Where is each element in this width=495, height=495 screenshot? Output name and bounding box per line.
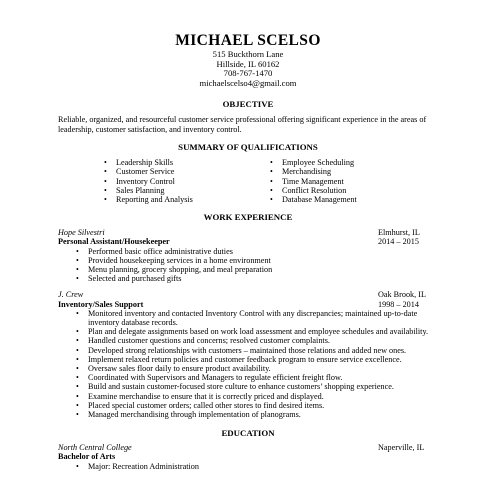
job-header xyxy=(58,290,438,299)
qualification-item: • Employee Scheduling xyxy=(282,158,357,167)
education-heading: EDUCATION xyxy=(221,428,275,439)
duty-item: • Handled customer questions and concerns; resolved customer complaints. xyxy=(88,336,438,345)
address-line: 515 Buckthorn Lane xyxy=(212,49,284,59)
education-entry xyxy=(58,443,438,471)
duty-item: • Oversaw sales floor daily to ensure product availability. xyxy=(88,364,438,373)
duty-item: • Provided housekeeping services in a home environment xyxy=(88,256,438,265)
city-line: Hillside, IL 60162 xyxy=(216,58,280,69)
qualification-item: • Database Management xyxy=(282,195,357,204)
qualification-item: • Conflict Resolution xyxy=(282,186,357,195)
duty-item: • Performed basic office administrative duties xyxy=(88,247,438,256)
qualification-item: • Customer Service xyxy=(116,167,266,176)
qualifications-left-column xyxy=(100,158,266,204)
job-duties xyxy=(58,247,438,284)
resume-page xyxy=(58,32,438,471)
duty-item: • Placed special customer orders; called other stores to find desired items. xyxy=(88,401,438,410)
duty-item: • Developed strong relationships with customers – maintained those relations and added new ones. xyxy=(88,346,438,355)
job-duties xyxy=(58,309,438,419)
school-location: Naperville, IL xyxy=(378,443,425,453)
job-location: Elmhurst, IL xyxy=(378,228,420,238)
job-title-row xyxy=(58,237,438,246)
duty-item: • Monitored inventory and contacted Inventory Control with any discrepancies; maintained up-to-date inventory database records. xyxy=(88,309,438,327)
job-title-row xyxy=(58,300,438,309)
phone-number: 708-767-1470 xyxy=(223,68,273,79)
qualification-item: • Reporting and Analysis xyxy=(116,195,266,204)
degree-name: Bachelor of Arts xyxy=(58,452,116,462)
degree-row xyxy=(58,452,438,461)
candidate-name: MICHAEL SCELSO xyxy=(175,32,321,49)
qualification-item: • Time Management xyxy=(282,177,357,186)
job-dates: 1998 – 2014 xyxy=(378,299,419,309)
qualifications-list xyxy=(100,158,438,204)
qualifications-right-column xyxy=(266,158,357,204)
duty-item: • Implement relaxed return policies and customer feedback program to ensure service excellence. xyxy=(88,355,438,364)
job-title: Inventory/Sales Support xyxy=(58,299,144,309)
job-dates: 2014 – 2015 xyxy=(378,237,419,247)
job-header xyxy=(58,228,438,237)
experience-heading: WORK EXPERIENCE xyxy=(203,212,293,223)
employer-name: Hope Silvestri xyxy=(58,228,105,238)
employer-name: J. Crew xyxy=(58,290,84,300)
major-item: • Major: Recreation Administration xyxy=(88,462,438,471)
objective-text: Reliable, organized, and resourceful customer service professional offering significant experience in the areas of leadership, customer satisfaction, and inventory control. xyxy=(58,115,427,134)
job-entry xyxy=(58,290,438,419)
qualifications-heading: SUMMARY OF QUALIFICATIONS xyxy=(178,142,318,153)
qualification-item: • Leadership Skills xyxy=(116,158,266,167)
duty-item: • Menu planning, grocery shopping, and meal preparation xyxy=(88,265,438,274)
duty-item: • Managed merchandising through implementation of planograms. xyxy=(88,410,438,419)
school-row xyxy=(58,443,438,452)
duty-item: • Selected and purchased gifts xyxy=(88,274,438,283)
job-title: Personal Assistant/Housekeeper xyxy=(58,237,170,247)
education-details xyxy=(58,462,438,471)
job-location: Oak Brook, IL xyxy=(378,290,426,300)
duty-item: • Examine merchandise to ensure that it is correctly priced and displayed. xyxy=(88,392,438,401)
qualification-item: • Sales Planning xyxy=(116,186,266,195)
job-entry xyxy=(58,228,438,283)
school-name: North Central College xyxy=(58,443,132,453)
duty-item: • Plan and delegate assignments based on work load assessment and employee schedules and availability. xyxy=(88,327,438,336)
qualification-item: • Merchandising xyxy=(282,167,357,176)
duty-item: • Coordinated with Supervisors and Managers to regulate efficient freight flow. xyxy=(88,373,438,382)
duty-item: • Build and sustain customer-focused store culture to enhance customers’ shopping experience. xyxy=(88,382,438,391)
email-address: michaelscelso4@gmail.com xyxy=(199,77,297,88)
objective-heading: OBJECTIVE xyxy=(222,99,274,110)
qualification-item: • Inventory Control xyxy=(116,177,266,186)
